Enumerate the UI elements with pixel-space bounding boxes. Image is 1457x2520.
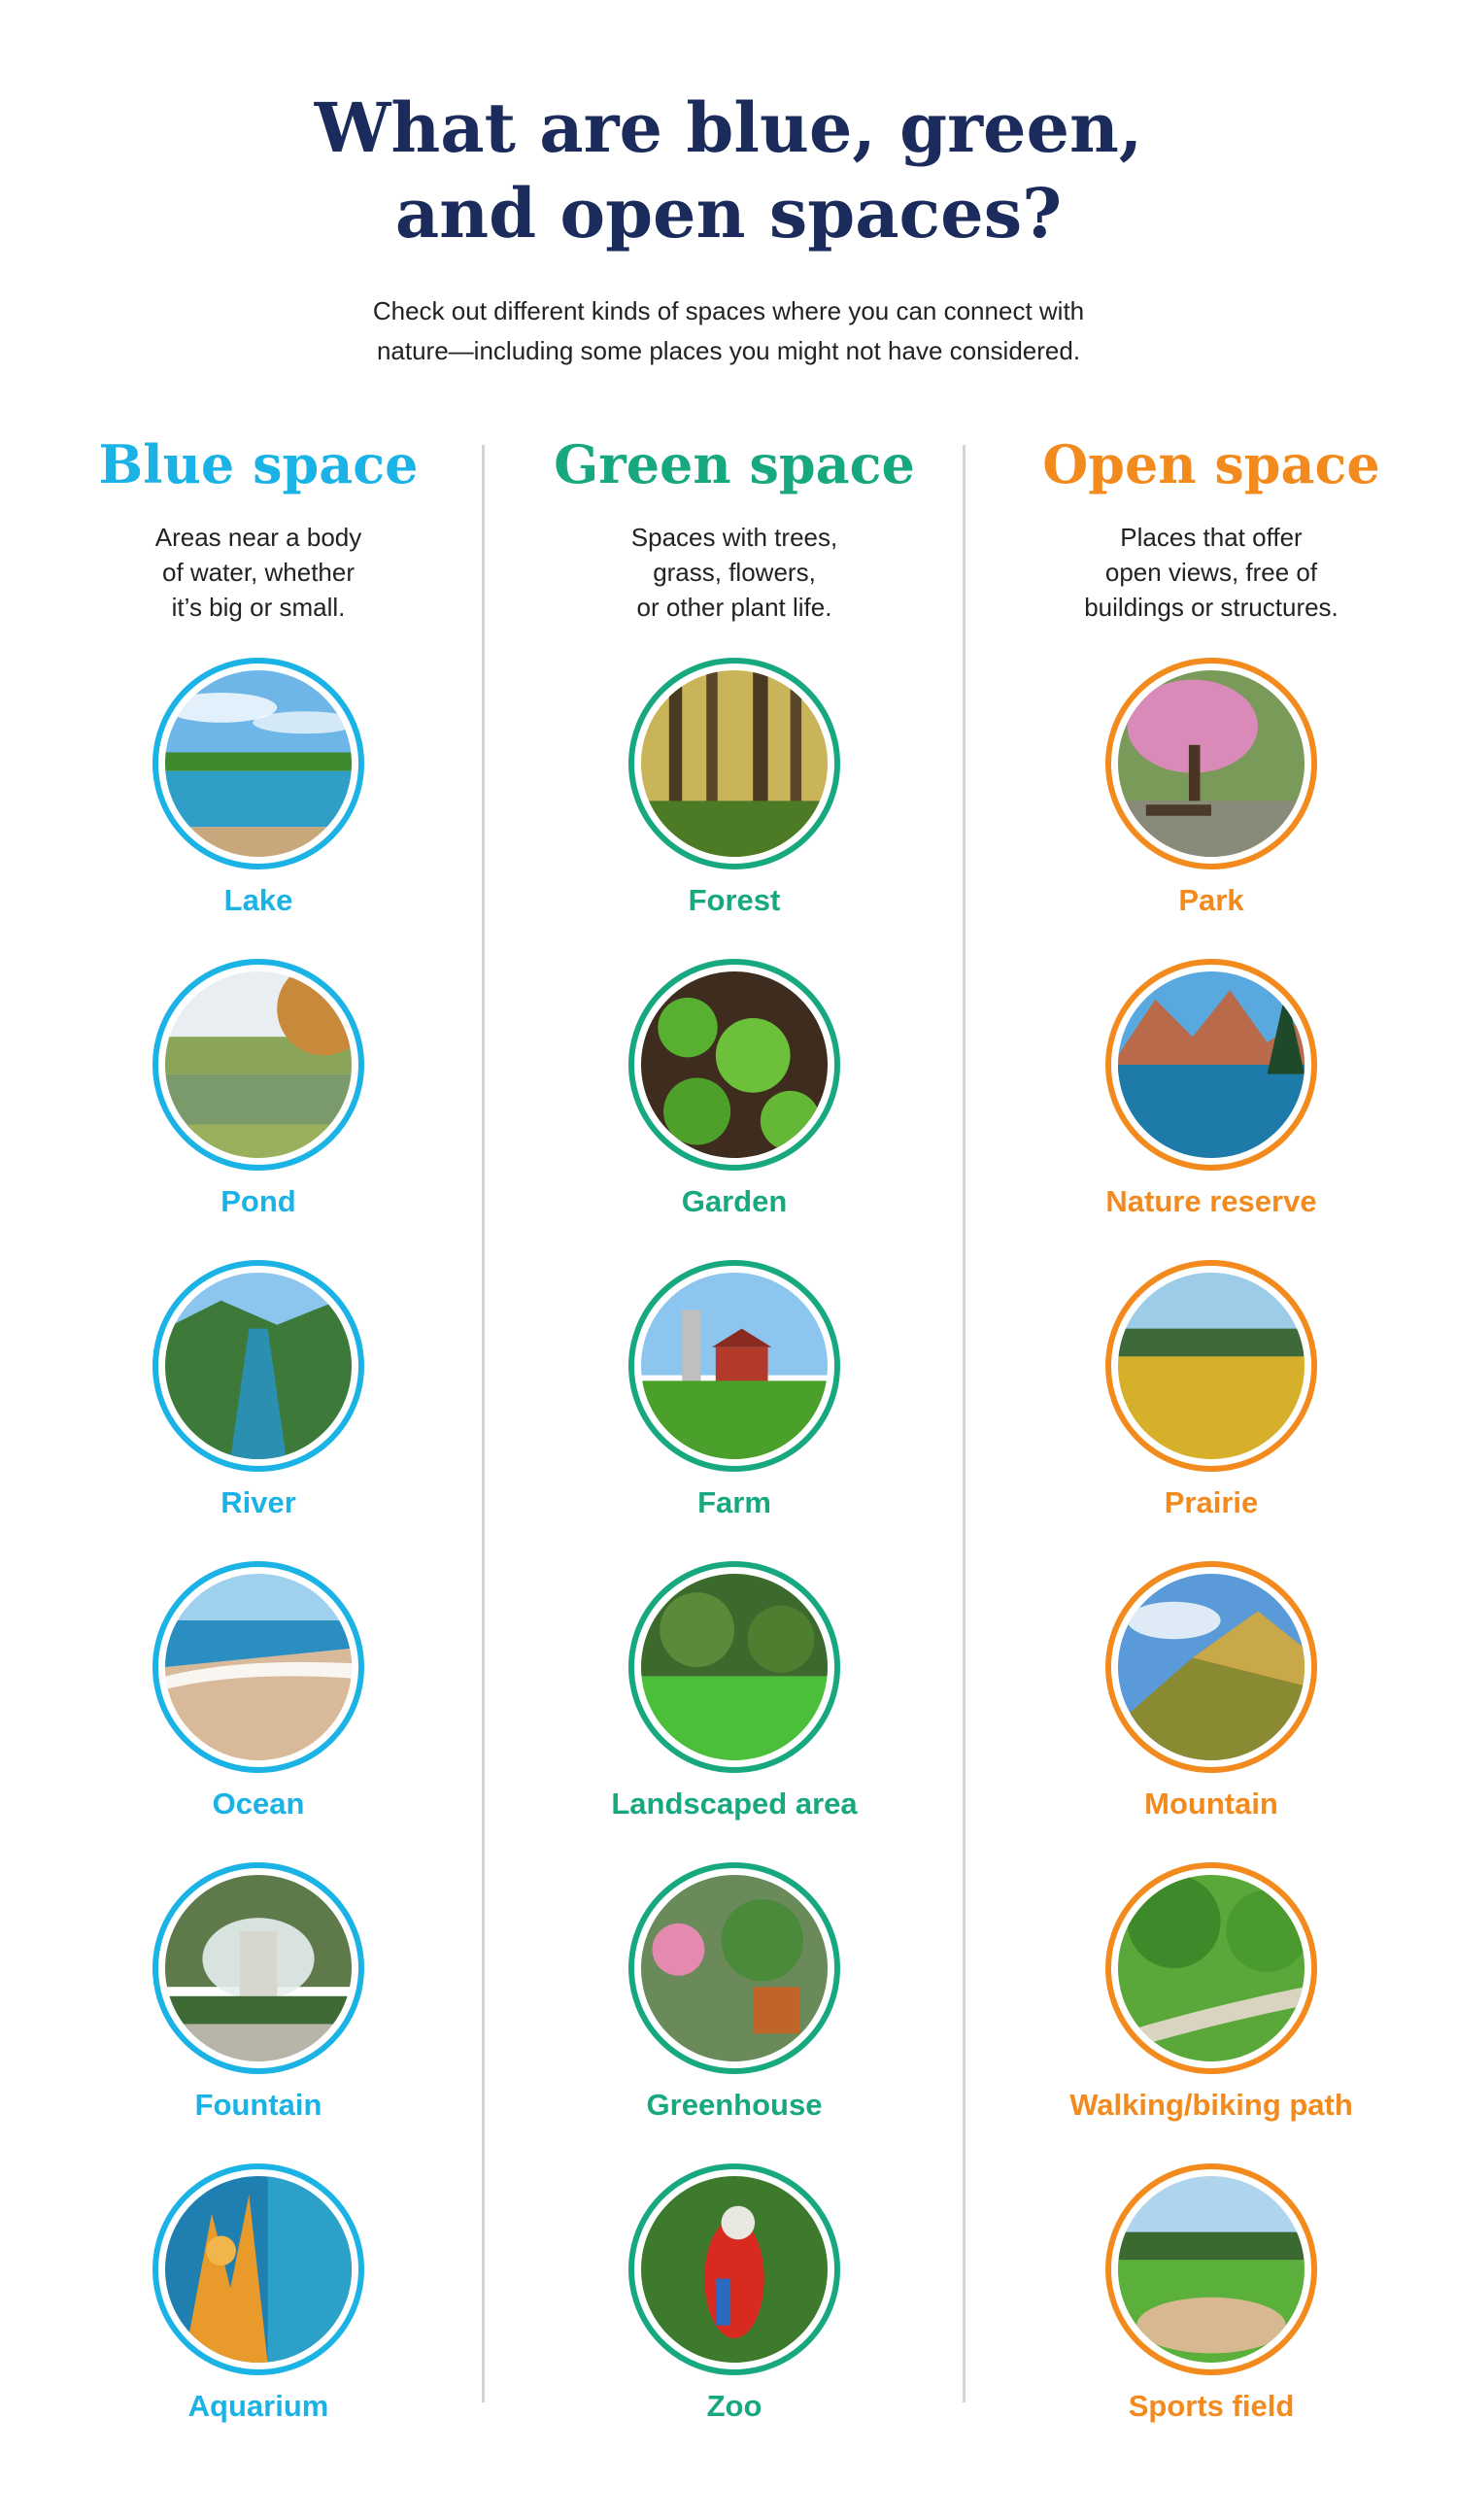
green-space-column	[491, 0, 977, 2520]
pond-photo	[152, 959, 364, 1171]
farm-photo	[628, 1260, 840, 1472]
zoo-label: Zoo	[706, 2389, 762, 2423]
sports-field-photo	[1105, 2163, 1317, 2375]
mountain-label: Mountain	[1144, 1787, 1278, 1821]
forest-label: Forest	[688, 883, 781, 917]
river-label: River	[220, 1485, 296, 1519]
walking-biking-path-photo	[1105, 1862, 1317, 2074]
open-space-desc-line-1: Places that offer	[1120, 523, 1303, 552]
garden-label: Garden	[681, 1184, 788, 1218]
lake-label: Lake	[223, 883, 293, 917]
blue-space-desc-line-1: Areas near a body	[154, 523, 362, 552]
ocean-item	[16, 1561, 501, 1843]
open-space-desc-line-3: buildings or structures.	[1084, 593, 1338, 622]
park-item	[968, 658, 1454, 939]
green-space-title: Green space	[554, 433, 915, 495]
landscaped-area-photo	[628, 1561, 840, 1773]
greenhouse-label: Greenhouse	[646, 2088, 823, 2122]
farm-label: Farm	[697, 1485, 771, 1519]
forest-photo	[628, 658, 840, 869]
nature-reserve-item	[968, 959, 1454, 1241]
green-space-desc-line-3: or other plant life.	[636, 593, 832, 622]
blue-space-description	[16, 520, 501, 625]
greenhouse-item	[491, 1862, 977, 2144]
open-space-column	[968, 0, 1454, 2520]
blue-space-desc-line-3: it’s big or small.	[171, 593, 346, 622]
lake-photo	[152, 658, 364, 869]
walking-biking-path-label: Walking/biking path	[1069, 2088, 1353, 2122]
nature-reserve-label: Nature reserve	[1105, 1184, 1317, 1218]
open-space-description	[968, 520, 1454, 625]
fountain-photo	[152, 1862, 364, 2074]
mountain-photo	[1105, 1561, 1317, 1773]
ocean-label: Ocean	[212, 1787, 305, 1821]
river-photo	[152, 1260, 364, 1472]
lake-item	[16, 658, 501, 939]
garden-item	[491, 959, 977, 1241]
walking-biking-path-item	[968, 1862, 1454, 2144]
blue-space-title: Blue space	[98, 433, 419, 495]
title-line-1: What are blue, green,	[314, 87, 1143, 168]
ocean-photo	[152, 1561, 364, 1773]
green-space-desc-line-1: Spaces with trees,	[630, 523, 838, 552]
subtitle-line-2: nature—including some places you might not have considered.	[376, 336, 1081, 365]
green-space-desc-line-2: grass, flowers,	[653, 558, 816, 587]
park-photo	[1105, 658, 1317, 869]
mountain-item	[968, 1561, 1454, 1843]
landscaped-area-item	[491, 1561, 977, 1843]
sports-field-item	[968, 2163, 1454, 2445]
forest-item	[491, 658, 977, 939]
blue-space-column	[16, 0, 501, 2520]
subtitle-line-1: Check out different kinds of spaces where you can connect with	[372, 296, 1085, 325]
sports-field-label: Sports field	[1128, 2389, 1295, 2423]
zoo-item	[491, 2163, 977, 2445]
pond-label: Pond	[220, 1184, 296, 1218]
open-space-title: Open space	[1042, 433, 1380, 495]
greenhouse-photo	[628, 1862, 840, 2074]
landscaped-area-label: Landscaped area	[611, 1787, 858, 1821]
river-item	[16, 1260, 501, 1542]
title-line-2: and open spaces?	[394, 173, 1063, 254]
fountain-item	[16, 1862, 501, 2144]
aquarium-photo	[152, 2163, 364, 2375]
pond-item	[16, 959, 501, 1241]
farm-item	[491, 1260, 977, 1542]
nature-reserve-photo	[1105, 959, 1317, 1171]
aquarium-label: Aquarium	[187, 2389, 329, 2423]
green-space-description	[491, 520, 977, 625]
blue-space-desc-line-2: of water, whether	[162, 558, 355, 587]
zoo-photo	[628, 2163, 840, 2375]
park-label: Park	[1178, 883, 1244, 917]
fountain-label: Fountain	[194, 2088, 322, 2122]
garden-photo	[628, 959, 840, 1171]
open-space-desc-line-2: open views, free of	[1104, 558, 1318, 587]
prairie-label: Prairie	[1164, 1485, 1259, 1519]
prairie-photo	[1105, 1260, 1317, 1472]
prairie-item	[968, 1260, 1454, 1542]
aquarium-item	[16, 2163, 501, 2445]
